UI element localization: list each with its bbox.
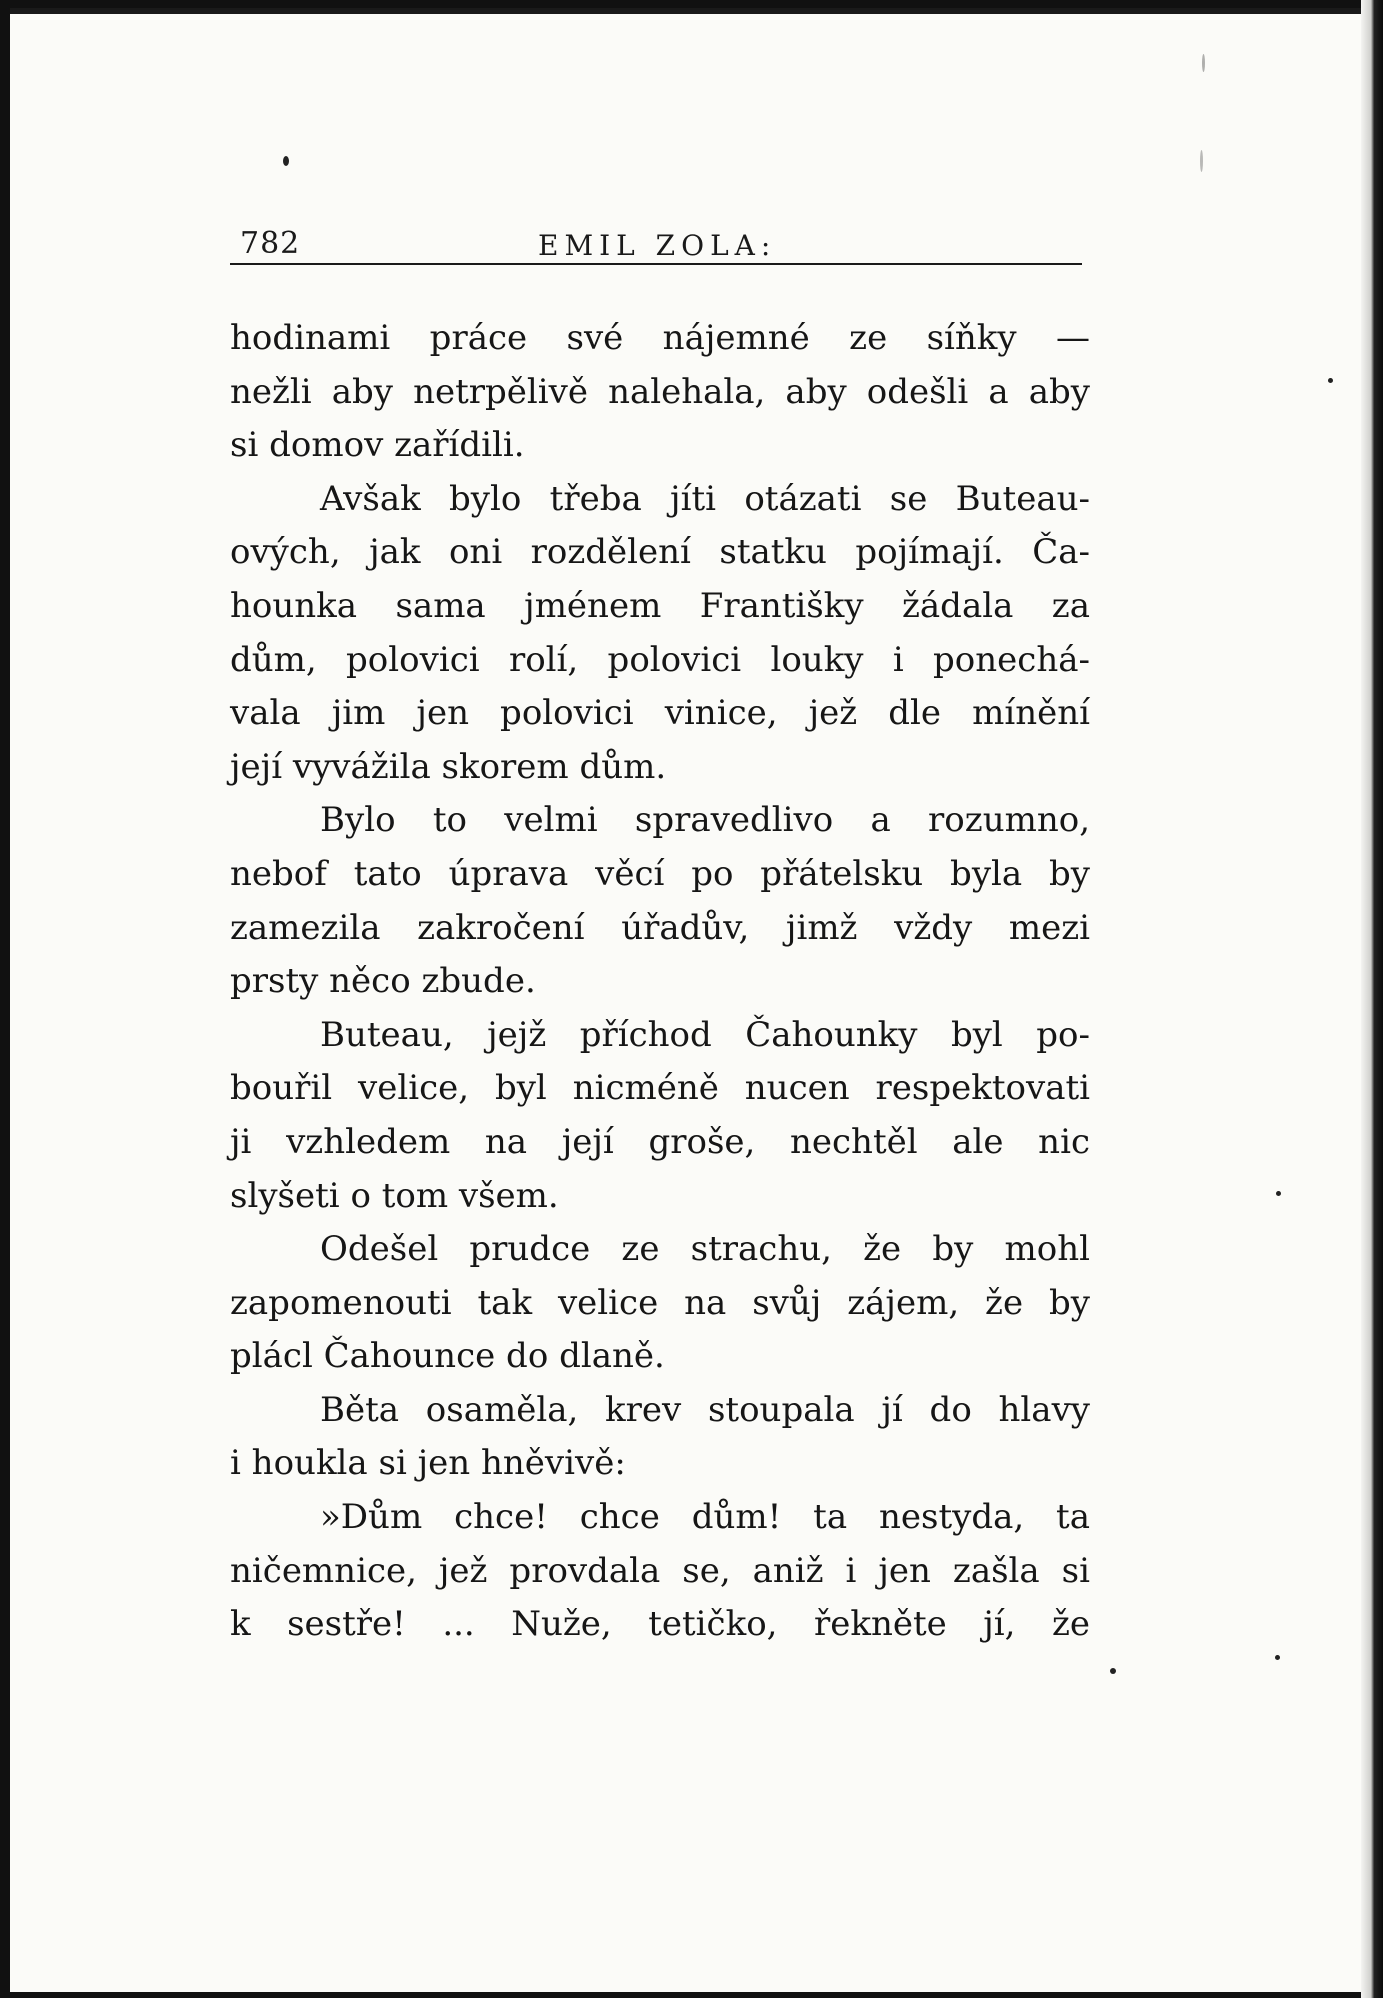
text-line: Bylo to velmi spravedlivo a rozumno, (320, 800, 1090, 841)
text-line: ových, jak oni rozdělení statku pojímají. Ča- (230, 532, 1090, 573)
page-number: 782 (240, 226, 301, 261)
text-line: Buteau, jejž příchod Čahounky byl po- (320, 1014, 1090, 1055)
page-header (240, 226, 1092, 280)
scan-speck (1200, 150, 1203, 172)
text-line: prsty něco zbude. (230, 961, 536, 1002)
scan-speck (283, 156, 289, 166)
text-line: vala jim jen polovici vinice, jež dle mínění (230, 693, 1090, 734)
text-line: nežli aby netrpělivě nalehala, aby odešli a aby (230, 371, 1090, 412)
body-text (230, 312, 1090, 1652)
scan-speck (1276, 1191, 1281, 1196)
text-line: slyšeti o tom všem. (230, 1175, 559, 1216)
text-line: Běta osaměla, krev stoupala jí do hlavy (320, 1389, 1090, 1430)
text-line: Avšak bylo třeba jíti otázati se Buteau- (320, 478, 1090, 519)
scan-speck (1275, 1655, 1280, 1660)
page-edge-shadow (1361, 0, 1383, 1998)
header-rule (230, 263, 1082, 265)
text-line: i houkla si jen hněvivě: (230, 1443, 626, 1484)
scan-speck (1202, 54, 1205, 72)
scan-speck (1110, 1668, 1116, 1674)
text-line: její vyvážila skorem dům. (230, 746, 667, 787)
running-head: EMIL ZOLA: (538, 229, 777, 262)
text-line: ničemnice, jež provdala se, aniž i jen zašla si (230, 1550, 1090, 1591)
text-line: plácl Čahounce do dlaně. (230, 1336, 665, 1377)
text-line: k sestře! ... Nuže, tetičko, řekněte jí, že (230, 1604, 1090, 1645)
text-line: nebof tato úprava věcí po přátelsku byla by (230, 853, 1090, 894)
text-line: zamezila zakročení úřadův, jimž vždy mezi (230, 907, 1090, 948)
text-line: bouřil velice, byl nicméně nucen respektovati (230, 1068, 1090, 1109)
text-line: si domov zařídili. (230, 425, 525, 466)
text-line: hodinami práce své nájemné ze síňky — (230, 318, 1090, 358)
text-line: hounka sama jménem Františky žádala za (230, 585, 1090, 626)
text-line: zapomenouti tak velice na svůj zájem, že by (230, 1282, 1090, 1323)
text-line: Odešel prudce ze strachu, že by mohl (320, 1229, 1090, 1270)
text-line: »Dům chce! chce dům! ta nestyda, ta (320, 1497, 1090, 1538)
text-line: dům, polovici rolí, polovici louky i ponechá- (230, 639, 1090, 680)
scan-speck (1328, 378, 1333, 383)
text-line: ji vzhledem na její groše, nechtěl ale nic (230, 1121, 1090, 1162)
